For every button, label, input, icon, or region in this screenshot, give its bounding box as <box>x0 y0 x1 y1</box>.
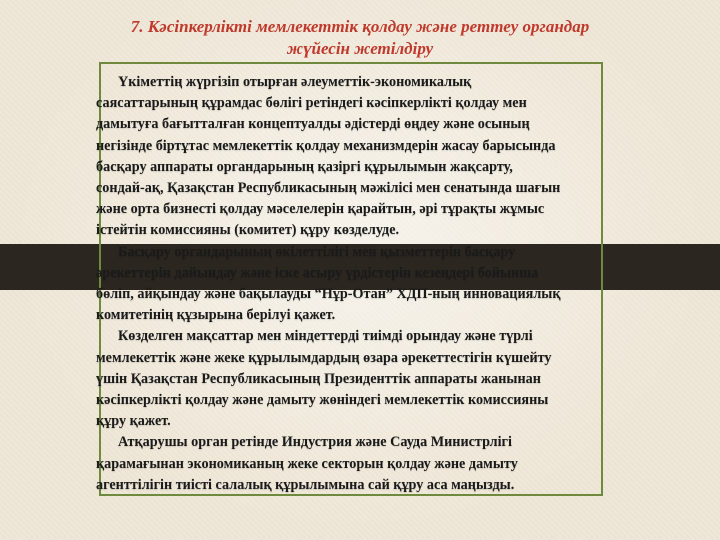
title-line: жүйесін жетілдіру <box>286 39 434 58</box>
text-line: Басқару органдарының өкілеттілігі мен қызметтерін басқару <box>118 243 516 260</box>
text-line: мемлекеттік және жеке құрылымдардың өзара әрекеттестігін күшейту <box>96 349 552 366</box>
slide-body <box>96 72 686 496</box>
paragraph-2 <box>96 242 686 263</box>
text-line: кәсіпкерлікті қолдау және дамыту жөніндегі мемлекеттік комиссияны <box>96 392 549 409</box>
text-line: комитетінің құзырына берілуі қажет. <box>96 307 336 324</box>
text-line: Атқарушы орган ретінде Индустрия және Сауда Министрлігі <box>118 434 512 451</box>
slide-title <box>110 16 610 60</box>
text-line: дамытуға бағытталған концептуалды әдістерді өңдеу және осының <box>96 116 530 133</box>
text-line: басқару аппараты органдарының қазіргі құрылымын жақсарту, <box>96 158 513 175</box>
text-line: құру қажет. <box>96 413 171 430</box>
text-line: және орта бизнесті қолдау мәселелерін қарайтын, әрі тұрақты жұмыс <box>96 201 545 218</box>
text-line: қарамағынан экономиканың жеке секторын қолдау және дамыту <box>96 455 518 472</box>
text-line: бөліп, айқындау және бақылауды “Нұр-Отан” ХДП-ның инновациялық <box>96 286 561 303</box>
text-line: сондай-ақ, Қазақстан Республикасының мәжілісі мен сенатында шағын <box>96 180 561 197</box>
text-line: саясаттарының құрамдас бөлігі ретіндегі кәсіпкерлікті қолдау мен <box>96 95 527 112</box>
text-line: Үкіметтің жүргізіп отырған әлеуметтік-экономикалық <box>118 74 472 90</box>
text-line: агенттілігін тиісті салалық құрылымына сай құру аса маңызды. <box>96 476 515 493</box>
title-line: 7. Кәсіпкерлікті мемлекеттік қолдау және реттеу органдар <box>130 17 590 36</box>
paragraph-3 <box>96 326 686 347</box>
text-line: Көзделген мақсаттар мен міндеттерді тиімді орындау және түрлі <box>118 328 533 345</box>
text-line: істейтін комиссияны (комитет) құру көзделуде. <box>96 222 400 239</box>
text-line: үшін Қазақстан Республикасының Президенттік аппараты жанынан <box>96 370 541 387</box>
paragraph-1 <box>96 72 686 93</box>
text-line: негізінде біртұтас мемлекеттік қолдау механизмдерін жасау барысында <box>96 137 556 154</box>
paragraph-4 <box>96 432 686 453</box>
text-line: әрекеттерін дайындау және іске асыру үрдістерін кезеңдері бойынша <box>96 264 539 281</box>
